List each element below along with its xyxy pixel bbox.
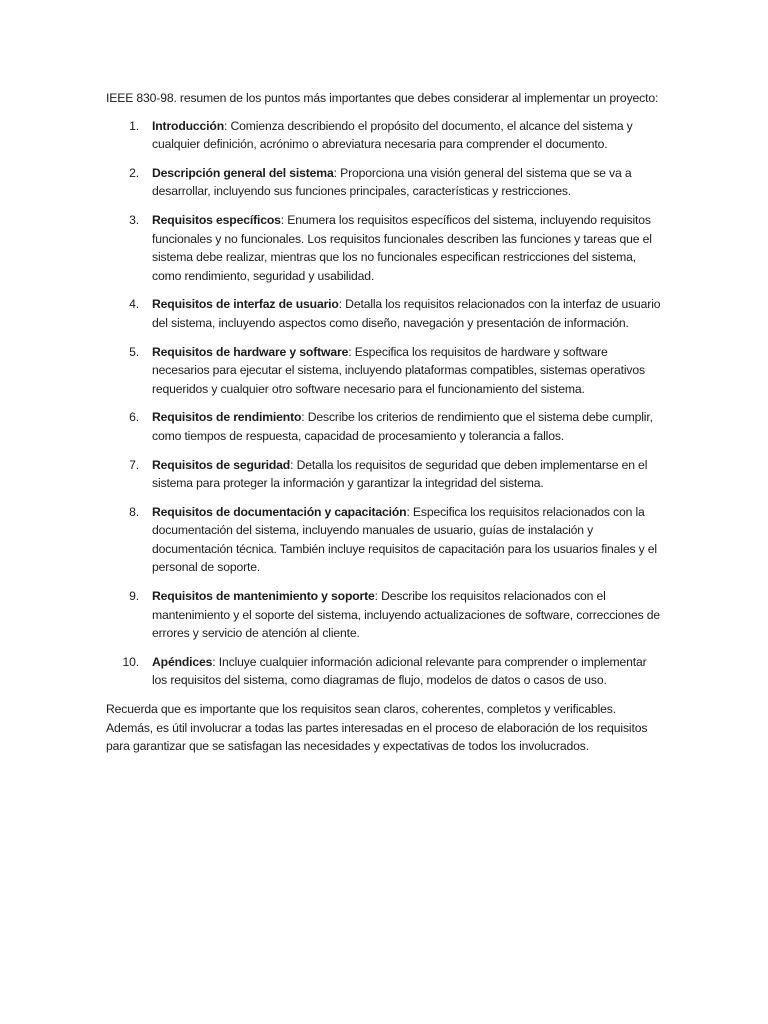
list-item-number: 4. <box>129 297 139 312</box>
list-item-term: Requisitos de documentación y capacitación <box>152 504 407 519</box>
list-item-term: Introducción <box>152 118 224 133</box>
list-item-term: Requisitos de hardware y software <box>152 344 349 359</box>
list-item-number: 2. <box>129 165 139 180</box>
list-item <box>106 117 662 154</box>
document-page <box>106 89 662 756</box>
list-item-text: : Comienza describiendo el propósito del documento, el alcance del sistema y cualquier definición, acrónimo o abreviatura necesaria para comprender el documento. <box>152 118 633 152</box>
list-item-text: : Describe los requisitos relacionados con el mantenimiento y el soporte del sistema, incluyendo actualizaciones de software, correcciones de errores y servicio de atención al cliente. <box>152 589 661 641</box>
list-item-number: 6. <box>129 410 139 425</box>
list-item <box>106 295 662 332</box>
list-item-text: : Enumera los requisitos específicos del sistema, incluyendo requisitos funcionales y no funcionales. Los requisitos funcionales describen las funciones y tareas que el sistema debe realizar, mientras que los no funcionales especifican restricciones del sistema, como rendimiento, seguridad y usabilidad. <box>152 212 652 283</box>
list-item <box>106 343 662 399</box>
list-item-number: 10. <box>122 654 139 669</box>
list-item-text: : Detalla los requisitos relacionados con la interfaz de usuario del sistema, incluyendo aspectos como diseño, navegación y presentación de información. <box>152 297 661 330</box>
list-item <box>106 587 662 643</box>
list-item <box>106 503 662 577</box>
list-item-number: 3. <box>129 212 139 227</box>
list-item-text: : Proporciona una visión general del sistema que se va a desarrollar, incluyendo sus funciones principales, características y restricciones. <box>152 165 632 199</box>
list-item-term: Requisitos de interfaz de usuario <box>152 297 339 312</box>
list-item <box>106 408 662 445</box>
intro-paragraph: IEEE 830-98. resumen de los puntos más importantes que debes considerar al implementar un proyecto: <box>106 91 659 105</box>
list-item-text: : Especifica los requisitos de hardware y software necesarios para ejecutar el sistema, incluyendo plataformas compatibles, sistemas operativos requeridos y cualquier otro software necesario para el funcionamiento del sistema. <box>152 344 645 396</box>
list-item-term: Apéndices <box>152 654 213 669</box>
list-item-term: Descripción general del sistema <box>152 165 334 180</box>
list-item-text: : Describe los criterios de rendimiento que el sistema debe cumplir, como tiempos de respuesta, capacidad de procesamiento y tolerancia a fallos. <box>152 410 653 443</box>
list-item <box>106 456 662 493</box>
list-item-term: Requisitos de rendimiento <box>152 410 302 425</box>
list-item-term: Requisitos de mantenimiento y soporte <box>152 589 375 604</box>
list-item <box>106 211 662 285</box>
list-item-number: 1. <box>129 118 139 133</box>
numbered-list <box>106 117 662 690</box>
closing-paragraph: Recuerda que es importante que los requisitos sean claros, coherentes, completos y verificables. Además, es útil involucrar a todas las partes interesadas en el proceso de elaboración de los requisitos para garantizar que se satisfagan las necesidades y expectativas de todos los involucrados. <box>106 702 648 754</box>
list-item <box>106 653 662 690</box>
list-item-number: 9. <box>129 589 139 604</box>
list-item <box>106 164 662 201</box>
list-item-number: 8. <box>129 504 139 519</box>
list-item-text: : Especifica los requisitos relacionados con la documentación del sistema, incluyendo manuales de usuario, guías de instalación y documentación técnica. También incluye requisitos de capacitación para los usuarios finales y el personal de soporte. <box>152 504 657 575</box>
list-item-term: Requisitos específicos <box>152 212 281 227</box>
list-item-number: 5. <box>129 344 139 359</box>
list-item-number: 7. <box>129 457 139 472</box>
list-item-text: : Incluye cualquier información adicional relevante para comprender o implementar los requisitos del sistema, como diagramas de flujo, modelos de datos o casos de uso. <box>152 654 647 688</box>
list-item-text: : Detalla los requisitos de seguridad que deben implementarse en el sistema para proteger la información y garantizar la integridad del sistema. <box>152 457 648 491</box>
list-item-term: Requisitos de seguridad <box>152 457 291 472</box>
